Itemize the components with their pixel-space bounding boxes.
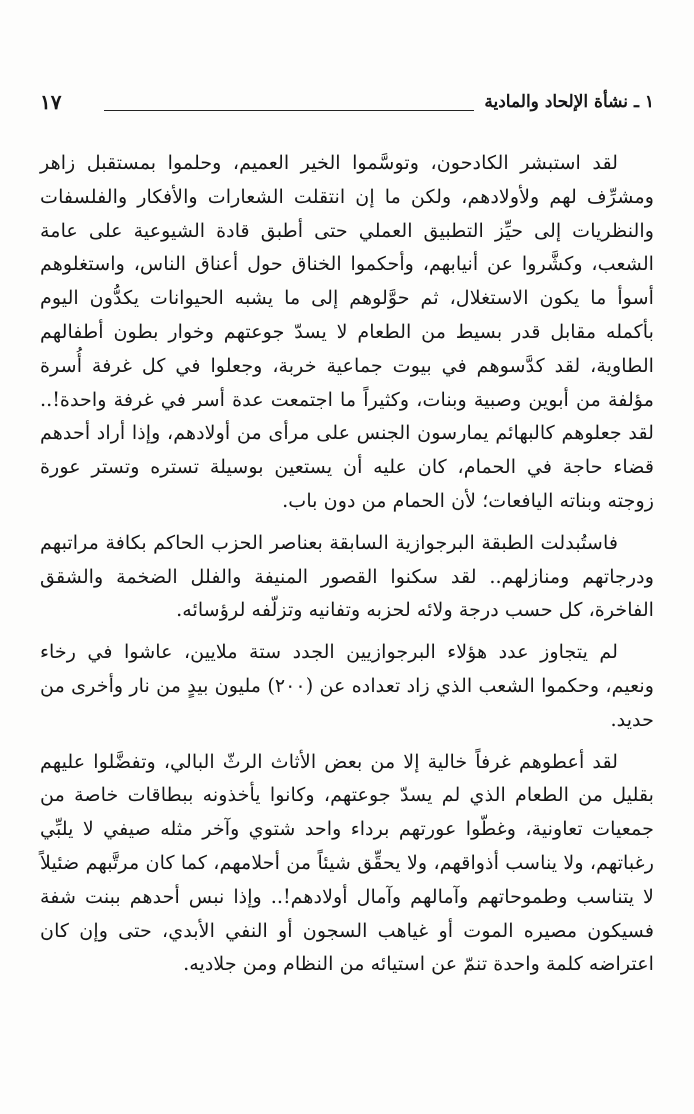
chapter-title: ١ ـ نشأة الإلحاد والمادية xyxy=(484,92,654,112)
paragraph-3: لم يتجاوز عدد هؤلاء البرجوازيين الجدد ستة ملايين، عاشوا في رخاء ونعيم، وحكموا الشعب الذي زاد تعداده عن (٢٠٠) مليون بيدٍ من نار وأخرى من حديد. xyxy=(40,640,654,731)
paragraph-1: لقد استبشر الكادحون، وتوسَّموا الخير العميم، وحلموا بمستقبل زاهر ومشرِّف لهم ولأولادهم، ولكن ما إن انتقلت الشعارات والأفكار والفلسفات والنظريات إلى حيِّز التطبيق العملي حتى أطبق قادة الشيوعية على عامة الشعب، وكشَّروا عن أنيابهم، وأحكموا الخناق حول أعناق الناس، واستغلوهم أسوأ ما يكون الاستغلال، ثم حوَّلوهم إلى ما يشبه الحيوانات يكدُّون اليوم بأكمله مقابل قدر بسيط من الطعام لا يسدّ جوعتهم وخوار بطون أطفالهم الطاوية، لقد كدَّسوهم في بيوت جماعية خربة، وجعلوا في كل غرفة أُسرة مؤلفة من أبوين وصبية وبنات، وكثيراً ما اجتمعت عدة أسر في غرفة واحدة!.. لقد جعلوهم كالبهائم يمارسون الجنس على مرأى من أولادهم، وإذا أراد أحدهم قضاء حاجة في الحمام، كان عليه أن يستعين بوسيلة تستره وتستر عورة زوجته وبناته اليافعات؛ لأن الحمام من دون باب. xyxy=(40,151,654,512)
paragraph-2: فاستُبدلت الطبقة البرجوازية السابقة بعناصر الحزب الحاكم بكافة مراتبهم ودرجاتهم ومنازلهم.. لقد سكنوا القصور المنيفة والفلل الضخمة والشقق الفاخرة، كل حسب درجة ولائه لحزبه وتفانيه وتزلّفه لرؤسائه. xyxy=(40,530,654,622)
header-rule xyxy=(104,110,474,111)
running-header xyxy=(40,92,654,118)
paragraph-4: لقد أعطوهم غرفاً خالية إلا من بعض الأثاث الرثّ البالي، وتفضَّلوا عليهم بقليل من الطعام الذي لم يسدّ جوعتهم، وكانوا يأخذونه ببطاقات خاصة من جمعيات تعاونية، وغطّوا عورتهم برداء واحد شتوي وآخر مثله صيفي لا يلبِّي رغباتهم، ولا يناسب أذواقهم، ولا يحقِّق شيئاً من أحلامهم، كما كان مرتَّبهم ضئيلاً لا يتناسب وطموحاتهم وآمالهم وآمال أولادهم!.. وإذا نبس أحدهم ببنت شفة فسيكون مصيره الموت أو غياهب السجون أو النفي الأبدي، حتى وإن كان اعتراضه كلمة واحدة تنمّ عن استيائه من النظام ومن جلاديه. xyxy=(40,749,654,976)
body-text xyxy=(40,146,654,981)
page-number: ١٧ xyxy=(40,90,62,114)
